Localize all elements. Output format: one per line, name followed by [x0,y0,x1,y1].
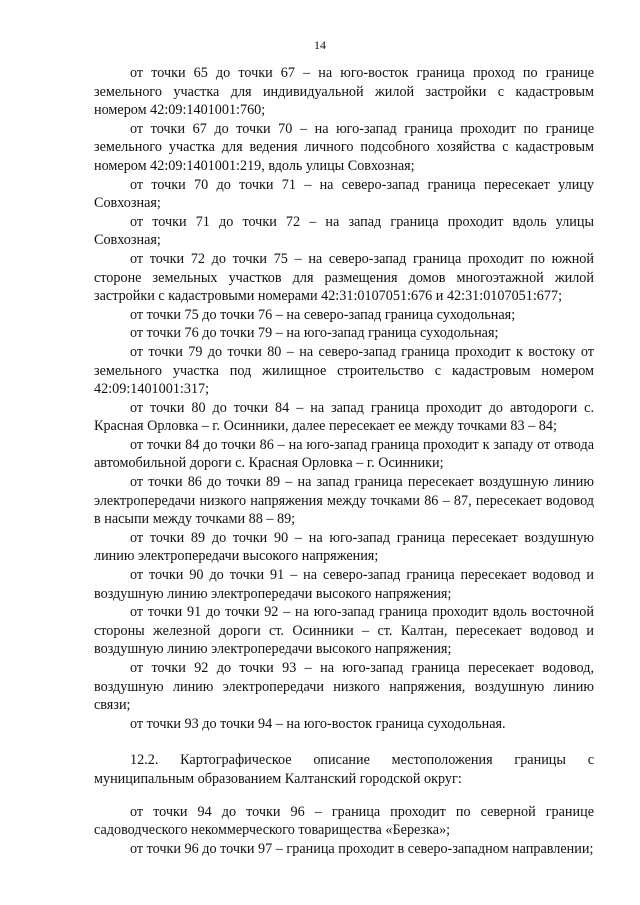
paragraph: от точки 75 до точки 76 – на северо-запад граница суходольная; [130,306,516,323]
paragraph: от точки 89 до точки 90 – на юго-запад граница пересекает воздушную линию электропередачи высокого напряжения; [94,529,594,565]
paragraph: от точки 65 до точки 67 – на юго-восток граница проход по границе земельного участка для индивидуальной жилой застройки с кадастровым номером 42:09:1401001:760; [94,65,594,119]
paragraph: от точки 67 до точки 70 – на юго-запад граница проходит по границе земельного участка для ведения личного подсобного хозяйства с кадастровым номером 42:09:1401001:219, вдоль улицы Совхозная; [94,120,594,174]
document-body [94,64,594,858]
paragraph: от точки 90 до точки 91 – на северо-запад граница пересекает водовод и воздушную линию электропередачи высокого напряжения; [94,567,594,602]
paragraph: от точки 80 до точки 84 – на запад граница проходит до автодороги с. Красная Орловка – г. Осинники, далее пересекает ее между точками 83 – 84; [94,399,594,435]
paragraph: от точки 71 до точки 72 – на запад граница проходит вдоль улицы Совхозная; [94,213,594,249]
paragraph: от точки 93 до точки 94 – на юго-восток граница суходольная. [130,715,506,732]
section-spacer [94,789,594,803]
paragraph: от точки 79 до точки 80 – на северо-запад граница проходит к востоку от земельного участка под жилищное строительство с кадастровым номером 42:09:1401001:317; [94,343,594,398]
paragraph: от точки 72 до точки 75 – на северо-запад граница проходит по южной стороне земельных участков для размещения домов многоэтажной жилой застройки с кадастровыми номерами 42:31:0107051:676 и 42:31:0107051:677; [94,250,594,305]
paragraph: от точки 70 до точки 71 – на северо-запад граница пересекает улицу Совхозная; [94,176,594,212]
paragraph: от точки 91 до точки 92 – на юго-запад граница проходит вдоль восточной стороны железной дороги ст. Осинники – ст. Калтан, пересекает водовод и воздушную линию электропередачи высокого напряжения; [94,604,594,658]
page-number: 14 [314,38,326,52]
paragraph: от точки 94 до точки 96 – граница проходит по северной границе садоводческого некоммерческого товарищества «Березка»; [94,803,594,839]
section-heading: 12.2. Картографическое описание местоположения границы с муниципальным образованием Калтанский городской округ: [94,752,594,787]
paragraph: от точки 76 до точки 79 – на юго-запад граница суходольная; [130,325,499,342]
paragraph: от точки 96 до точки 97 – граница проходит в северо-западном направлении; [130,840,594,857]
section-spacer [94,733,594,751]
paragraph: от точки 84 до точки 86 – на юго-запад граница проходит к западу от отвода автомобильной дороги с. Красная Орловка – г. Осинники; [94,436,594,472]
paragraph: от точки 86 до точки 89 – на запад граница пересекает воздушную линию электропередачи низкого напряжения между точками 86 – 87, пересекает водовод в насыпи между точками 88 – 89; [94,474,594,528]
paragraph: от точки 92 до точки 93 – на юго-запад граница пересекает водовод, воздушную линию электропередачи низкого напряжения, воздушную линию связи; [94,660,594,714]
